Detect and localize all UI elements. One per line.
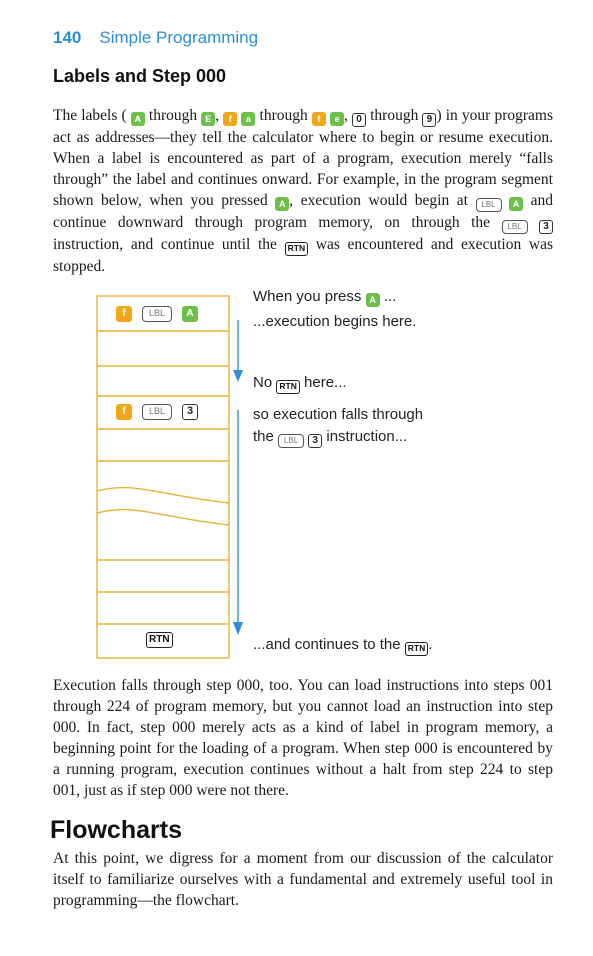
text: No: [253, 374, 273, 391]
text: When you press: [253, 288, 362, 305]
key-a-icon: A: [131, 112, 145, 126]
arrow-down-icon: [232, 320, 244, 390]
text: here...: [304, 374, 347, 391]
text: , execution would begin at: [289, 192, 468, 209]
key-shift-e-icon: e: [330, 112, 344, 126]
note-execution-begins: ...execution begins here.: [253, 313, 417, 330]
note-no-rtn: [253, 372, 347, 394]
key-e-icon: E: [201, 112, 215, 126]
key-3-icon: 3: [539, 220, 553, 234]
key-lbl-icon: LBL: [502, 220, 528, 234]
arrow-down-icon: [232, 410, 244, 642]
text: through: [370, 107, 419, 124]
note-falls-through: so execution falls through: [253, 406, 424, 423]
row-rtn: [146, 632, 173, 648]
note-press-a: [253, 286, 396, 307]
key-f-icon: f: [116, 404, 132, 420]
key-3-icon: 3: [182, 404, 198, 420]
text: instruction, and continue until the: [53, 236, 277, 253]
paragraph-flowcharts: At this point, we digress for a moment from our discussion of the calculator itself to familiarize ourselves with a fundamental and extremely useful tool in programming—the flowchart.: [53, 850, 553, 909]
key-f-icon: f: [223, 112, 237, 126]
key-rtn-icon: RTN: [405, 642, 428, 656]
text: the: [253, 428, 274, 445]
text: The labels (: [53, 107, 127, 124]
section-title: Labels and Step 000: [53, 66, 227, 86]
key-a-icon: A: [275, 197, 289, 211]
key-f-icon: f: [312, 112, 326, 126]
page-header: [53, 28, 258, 48]
memory-frame: [96, 295, 230, 659]
note-continues-to-rtn: [253, 634, 432, 656]
text: and continue downward through program memory, on through the: [53, 192, 553, 231]
key-9-icon: 9: [422, 113, 436, 127]
row-lbl-a: [116, 306, 198, 322]
text: ,: [343, 107, 348, 124]
text: .: [428, 636, 433, 653]
text: ...and continues to the: [253, 636, 401, 653]
text: through: [148, 107, 198, 124]
text: ...: [383, 288, 397, 305]
key-3-icon: 3: [308, 434, 322, 448]
key-f-icon: f: [116, 306, 132, 322]
key-lbl-icon: LBL: [476, 198, 502, 212]
text: instruction...: [326, 428, 408, 445]
key-lbl-icon: LBL: [142, 306, 172, 322]
text: ,: [215, 107, 220, 124]
key-lbl-icon: LBL: [142, 404, 172, 420]
key-a-icon: A: [509, 197, 523, 211]
key-lbl-icon: LBL: [278, 434, 304, 448]
flowcharts-heading: Flowcharts: [50, 816, 182, 844]
key-rtn-icon: RTN: [285, 242, 308, 256]
key-rtn-icon: RTN: [276, 380, 299, 394]
key-a-icon: A: [366, 293, 380, 307]
page-number: 140: [53, 28, 82, 47]
paragraph-labels: [53, 105, 553, 277]
note-lbl-3-instruction: [253, 426, 407, 448]
text: through: [259, 107, 308, 124]
row-lbl-3: [116, 404, 198, 420]
key-0-icon: 0: [352, 113, 366, 127]
key-a-icon: A: [182, 306, 198, 322]
text: was encountered and execution was stopped.: [53, 236, 554, 275]
running-title: Simple Programming: [99, 28, 259, 47]
text: ) in your programs act as addresses—they tell the calculator where to begin or resume execution. When a label is encountered as part of a program, execution merely “falls through” the label and continues onward. For example, in the program segment shown below, when you pressed: [53, 107, 553, 209]
paragraph-step-000: Execution falls through step 000, too. You can load instructions into steps 001 through 224 of program memory, but you cannot load an instruction into step 000. In fact, step 000 merely acts as a kind of label in program memory, a beginning point for the loading of a program. When step 000 is encountered by a running program, execution continues without a halt from step 224 to step 001, just as if step 000 were not there.: [53, 677, 553, 799]
key-rtn-icon: RTN: [146, 632, 173, 648]
key-shift-a-icon: a: [241, 112, 255, 126]
program-memory-diagram: [96, 295, 230, 659]
